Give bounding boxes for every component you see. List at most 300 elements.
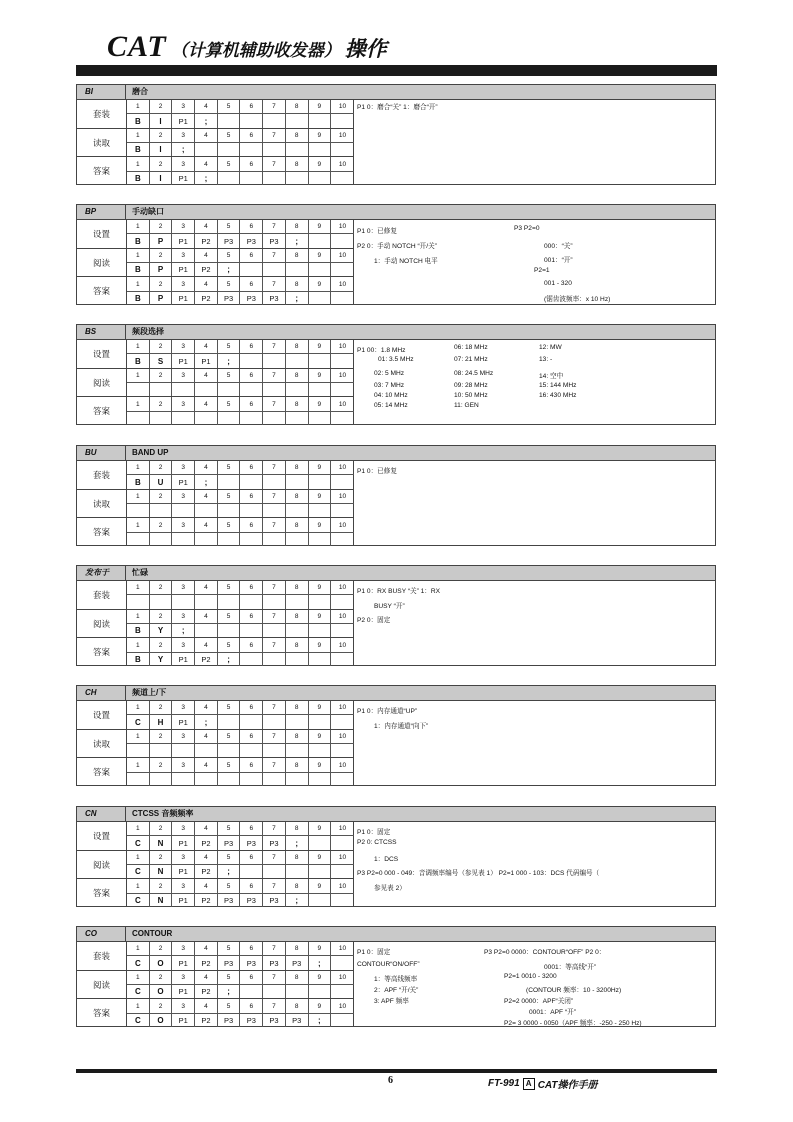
command-header (77, 927, 715, 942)
command-code: BI (77, 85, 126, 99)
column-number: 4 (195, 340, 218, 353)
command-name: CTCSS 音频频率 (132, 809, 194, 818)
parameter-cell (286, 412, 309, 425)
parameter-cell: P2 (195, 263, 218, 276)
parameter-cell: P1 (172, 263, 195, 276)
parameter-cell (263, 354, 286, 367)
column-number: 10 (338, 280, 347, 288)
column-number: 3 (172, 277, 195, 290)
parameter-cell (240, 475, 263, 488)
column-number: 1 (127, 100, 150, 113)
command-block (76, 806, 716, 907)
operation-row (77, 340, 353, 369)
column-number: 6 (240, 277, 263, 290)
parameter-cell (218, 504, 241, 517)
parameter-cell (240, 653, 263, 666)
column-number: 2 (150, 581, 173, 594)
column-number: 3 (172, 220, 195, 233)
parameter-cell (263, 504, 286, 517)
column-number: 8 (286, 610, 309, 623)
parameter-cell (240, 412, 263, 425)
column-number: 1 (127, 851, 150, 864)
column-number: 5 (218, 758, 241, 771)
parameter-cell (286, 354, 309, 367)
operation-row (77, 100, 353, 129)
parameter-cell: P1 (172, 172, 195, 185)
parameter-cell: C (127, 894, 150, 907)
parameter-cell (218, 143, 241, 156)
note-text: P2=1 (534, 267, 550, 274)
column-number: 3 (172, 701, 195, 714)
column-number: 6 (240, 490, 263, 503)
column-number: 6 (240, 730, 263, 743)
column-number: 8 (286, 730, 309, 743)
operation-label: 答案 (77, 758, 127, 786)
parameter-cell (309, 773, 332, 786)
column-number: 3 (172, 461, 195, 474)
column-number: 9 (309, 971, 332, 984)
parameter-cell (331, 773, 354, 786)
parameter-cell (195, 773, 218, 786)
note-text: 2：APF “开/关” (374, 987, 419, 994)
parameter-cell: C (127, 956, 150, 969)
column-number: 9 (309, 220, 332, 233)
parameter-cell: Y (150, 624, 173, 637)
column-number: 1 (127, 490, 150, 503)
command-name: 磨合 (132, 87, 148, 96)
column-number: 9 (309, 610, 332, 623)
command-header (77, 686, 715, 701)
note-text: CONTOUR“ON/OFF” (357, 961, 420, 968)
parameter-cell: ; (218, 865, 241, 878)
parameter-cell: P3 (218, 292, 241, 305)
command-header (77, 566, 715, 581)
parameter-cell: P1 (172, 956, 195, 969)
note-text: P2=1 0010 - 3200 (504, 973, 557, 980)
column-number: 2 (150, 340, 173, 353)
note-text: 04: 10 MHz (374, 392, 408, 399)
command-header (77, 325, 715, 340)
parameter-cell: I (150, 172, 173, 185)
note-text: 12: MW (539, 344, 562, 351)
column-number: 5 (218, 100, 241, 113)
parameter-grid (127, 730, 354, 758)
column-number: 1 (127, 581, 150, 594)
parameter-cell (331, 533, 354, 546)
column-number: 8 (286, 277, 309, 290)
parameter-cell (240, 715, 263, 728)
parameter-cell: P2 (195, 985, 218, 998)
parameter-cell (309, 354, 332, 367)
parameter-cell (240, 985, 263, 998)
parameter-cell: B (127, 292, 150, 305)
column-number: 4 (195, 879, 218, 892)
note-text: BUSY “开” (374, 603, 405, 610)
column-number: 10 (338, 251, 347, 259)
a-mark-icon: A (523, 1078, 535, 1090)
parameter-cell: P2 (195, 836, 218, 849)
column-number: 6 (240, 129, 263, 142)
parameter-cell: ; (218, 263, 241, 276)
parameter-cell (218, 114, 241, 127)
parameter-cell (286, 595, 309, 608)
operation-row (77, 822, 353, 851)
operation-row (77, 971, 353, 1000)
parameter-cell: P1 (172, 894, 195, 907)
parameter-cell: P2 (195, 956, 218, 969)
parameter-cell: P3 (263, 1014, 286, 1027)
parameter-cell (309, 234, 332, 247)
parameter-grid (127, 701, 354, 729)
parameter-cell (263, 715, 286, 728)
column-number: 5 (218, 610, 241, 623)
column-number: 9 (309, 879, 332, 892)
column-number: 7 (263, 277, 286, 290)
column-number: 8 (286, 157, 309, 170)
note-text: P2 0：固定 (357, 617, 391, 624)
parameter-cell: B (127, 114, 150, 127)
command-block (76, 926, 716, 1027)
command-name: 手动缺口 (132, 207, 164, 216)
column-number: 7 (263, 490, 286, 503)
note-text: P2= 3 0000 - 0050（APF 频率：-250 - 250 Hz) (504, 1020, 642, 1027)
parameter-cell (195, 533, 218, 546)
note-text: 13: - (539, 356, 553, 363)
column-number: 8 (286, 249, 309, 262)
column-number: 2 (150, 129, 173, 142)
operation-row (77, 581, 353, 610)
parameter-cell: I (150, 143, 173, 156)
column-number: 1 (127, 879, 150, 892)
parameter-cell (309, 533, 332, 546)
parameter-cell (331, 624, 354, 637)
parameter-cell (150, 595, 173, 608)
note-text: (锯齿波频率：x 10 Hz) (544, 296, 611, 303)
parameter-cell (172, 383, 195, 396)
column-number: 4 (195, 730, 218, 743)
operation-row (77, 879, 353, 907)
parameter-cell (309, 624, 332, 637)
parameter-cell: P3 (218, 234, 241, 247)
operation-row (77, 851, 353, 880)
parameter-cell (309, 653, 332, 666)
column-number: 1 (127, 701, 150, 714)
column-number: 3 (172, 942, 195, 955)
parameter-cell: ; (309, 956, 332, 969)
column-number: 1 (127, 397, 150, 410)
parameter-grid (127, 638, 354, 666)
column-number: 7 (263, 397, 286, 410)
command-code: 发布于 (77, 566, 126, 580)
parameter-cell: ; (218, 653, 241, 666)
parameter-cell (240, 383, 263, 396)
parameter-cell: ; (172, 624, 195, 637)
column-number: 2 (150, 999, 173, 1012)
parameter-cell (263, 624, 286, 637)
column-number: 10 (338, 371, 347, 379)
parameter-cell (263, 744, 286, 757)
parameter-cell: B (127, 172, 150, 185)
operation-label: 读取 (77, 490, 127, 518)
column-number: 5 (218, 701, 241, 714)
column-number: 1 (127, 971, 150, 984)
parameter-cell: C (127, 836, 150, 849)
column-number: 10 (338, 853, 347, 861)
parameter-cell (263, 653, 286, 666)
operation-row (77, 999, 353, 1027)
operation-label: 答案 (77, 638, 127, 666)
operation-label: 阅读 (77, 851, 127, 879)
column-number: 7 (263, 879, 286, 892)
parameter-cell (263, 773, 286, 786)
column-number: 3 (172, 879, 195, 892)
column-number: 4 (195, 461, 218, 474)
note-text: 10: 50 MHz (454, 392, 488, 399)
column-number: 6 (240, 879, 263, 892)
parameter-grid (127, 879, 354, 907)
parameter-cell: B (127, 624, 150, 637)
column-number: 4 (195, 758, 218, 771)
column-number: 6 (240, 518, 263, 531)
command-block (76, 565, 716, 666)
note-text: 02: 5 MHz (374, 370, 405, 377)
parameter-notes (354, 581, 715, 666)
column-number: 5 (218, 157, 241, 170)
column-number: 10 (338, 612, 347, 620)
parameter-grid (127, 129, 354, 157)
parameter-cell (127, 533, 150, 546)
column-number: 4 (195, 610, 218, 623)
operation-label: 答案 (77, 879, 127, 907)
parameter-cell (309, 114, 332, 127)
parameter-cell: P3 (240, 894, 263, 907)
column-number: 6 (240, 971, 263, 984)
column-number: 5 (218, 220, 241, 233)
operation-label: 阅读 (77, 249, 127, 277)
column-number: 1 (127, 730, 150, 743)
column-number: 9 (309, 851, 332, 864)
parameter-cell: ; (309, 1014, 332, 1027)
column-number: 8 (286, 581, 309, 594)
parameter-cell (331, 715, 354, 728)
command-header (77, 807, 715, 822)
parameter-cell (127, 504, 150, 517)
operation-row (77, 730, 353, 759)
parameter-grid (127, 340, 354, 368)
operation-rows (77, 701, 354, 786)
parameter-cell: ; (286, 234, 309, 247)
parameter-cell (331, 114, 354, 127)
parameter-cell: C (127, 985, 150, 998)
column-number: 10 (338, 704, 347, 712)
parameter-cell (127, 595, 150, 608)
parameter-cell: P (150, 234, 173, 247)
operation-label: 答案 (77, 277, 127, 305)
column-number: 9 (309, 638, 332, 651)
column-number: 8 (286, 638, 309, 651)
operation-label: 套装 (77, 581, 127, 609)
column-number: 9 (309, 340, 332, 353)
parameter-cell (218, 773, 241, 786)
parameter-cell (240, 865, 263, 878)
parameter-cell (286, 865, 309, 878)
note-text: P1 0：RX BUSY “关” 1：RX (357, 588, 441, 595)
parameter-grid (127, 758, 354, 786)
operation-label: 套装 (77, 100, 127, 128)
note-text: P2=2 0000：APF“关闭” (504, 998, 574, 1005)
note-text: 1：DCS (374, 856, 399, 863)
column-number: 4 (195, 822, 218, 835)
parameter-grid (127, 999, 354, 1027)
page-title (107, 30, 387, 64)
parameter-grid (127, 581, 354, 609)
column-number: 9 (309, 581, 332, 594)
column-number: 9 (309, 701, 332, 714)
column-number: 3 (172, 397, 195, 410)
column-number: 2 (150, 249, 173, 262)
column-number: 2 (150, 758, 173, 771)
column-number: 2 (150, 730, 173, 743)
parameter-cell: ; (286, 836, 309, 849)
column-number: 3 (172, 971, 195, 984)
parameter-grid (127, 397, 354, 425)
column-number: 9 (309, 249, 332, 262)
column-number: 5 (218, 581, 241, 594)
parameter-cell (331, 504, 354, 517)
parameter-grid (127, 100, 354, 128)
note-text: 08: 24.5 MHz (454, 370, 494, 377)
column-number: 1 (127, 249, 150, 262)
parameter-cell (172, 504, 195, 517)
column-number: 5 (218, 461, 241, 474)
parameter-cell: P (150, 292, 173, 305)
parameter-grid (127, 822, 354, 850)
column-number: 7 (263, 971, 286, 984)
column-number: 10 (338, 584, 347, 592)
parameter-cell: H (150, 715, 173, 728)
parameter-cell: ; (195, 114, 218, 127)
column-number: 4 (195, 277, 218, 290)
parameter-cell: ; (195, 172, 218, 185)
parameter-cell (286, 143, 309, 156)
title-cat: CAT (107, 30, 167, 63)
parameter-cell: P2 (195, 1014, 218, 1027)
column-number: 3 (172, 369, 195, 382)
note-text: P1 0：磨合“关” 1：磨合“开” (357, 104, 438, 111)
column-number: 10 (338, 464, 347, 472)
parameter-cell (127, 773, 150, 786)
parameter-cell: P3 (218, 836, 241, 849)
parameter-cell: P3 (263, 894, 286, 907)
column-number: 8 (286, 999, 309, 1012)
column-number: 6 (240, 999, 263, 1012)
column-number: 6 (240, 157, 263, 170)
column-number: 7 (263, 369, 286, 382)
parameter-grid (127, 942, 354, 970)
column-number: 1 (127, 942, 150, 955)
note-text: 001 - 320 (544, 280, 572, 287)
parameter-cell: P (150, 263, 173, 276)
column-number: 1 (127, 220, 150, 233)
parameter-cell (331, 836, 354, 849)
parameter-cell: N (150, 865, 173, 878)
parameter-cell (309, 595, 332, 608)
column-number: 5 (218, 277, 241, 290)
column-number: 4 (195, 100, 218, 113)
parameter-cell (286, 715, 309, 728)
column-number: 1 (127, 822, 150, 835)
parameter-notes (354, 340, 715, 425)
parameter-cell (218, 744, 241, 757)
parameter-notes (354, 701, 715, 786)
note-text: P3 P2=0 0000：CONTOUR“OFF” P2 0： (484, 949, 606, 956)
parameter-cell (127, 412, 150, 425)
parameter-cell (286, 263, 309, 276)
column-number: 8 (286, 701, 309, 714)
column-number: 5 (218, 369, 241, 382)
parameter-cell (263, 533, 286, 546)
note-text: 03: 7 MHz (374, 382, 405, 389)
parameter-cell: P1 (172, 114, 195, 127)
column-number: 5 (218, 730, 241, 743)
column-number: 9 (309, 490, 332, 503)
parameter-cell (286, 624, 309, 637)
parameter-cell: ; (195, 475, 218, 488)
parameter-cell (286, 475, 309, 488)
command-block (76, 445, 716, 546)
parameter-cell (263, 412, 286, 425)
operation-rows (77, 822, 354, 907)
column-number: 9 (309, 100, 332, 113)
column-number: 2 (150, 879, 173, 892)
column-number: 3 (172, 157, 195, 170)
parameter-cell: ; (286, 292, 309, 305)
command-header (77, 205, 715, 220)
command-block (76, 685, 716, 786)
command-name: 忙碌 (132, 568, 148, 577)
parameter-cell: N (150, 836, 173, 849)
column-number: 8 (286, 369, 309, 382)
parameter-cell (263, 143, 286, 156)
parameter-cell: I (150, 114, 173, 127)
operation-label: 套装 (77, 942, 127, 970)
column-number: 10 (338, 945, 347, 953)
title-subtitle: （计算机辅助收发器） (170, 41, 341, 60)
parameter-cell (240, 114, 263, 127)
column-number: 10 (338, 761, 347, 769)
parameter-cell (172, 412, 195, 425)
parameter-cell (309, 263, 332, 276)
parameter-cell: P1 (172, 985, 195, 998)
column-number: 8 (286, 461, 309, 474)
column-number: 6 (240, 397, 263, 410)
column-number: 2 (150, 971, 173, 984)
parameter-cell: ; (218, 354, 241, 367)
operation-rows (77, 581, 354, 666)
parameter-cell (286, 172, 309, 185)
parameter-cell (240, 354, 263, 367)
note-text: 11: GEN (454, 402, 479, 409)
column-number: 10 (338, 1002, 347, 1010)
column-number: 10 (338, 492, 347, 500)
column-number: 9 (309, 129, 332, 142)
parameter-cell (195, 744, 218, 757)
column-number: 4 (195, 851, 218, 864)
operation-row (77, 157, 353, 185)
column-number: 10 (338, 973, 347, 981)
column-number: 3 (172, 851, 195, 864)
column-number: 6 (240, 100, 263, 113)
